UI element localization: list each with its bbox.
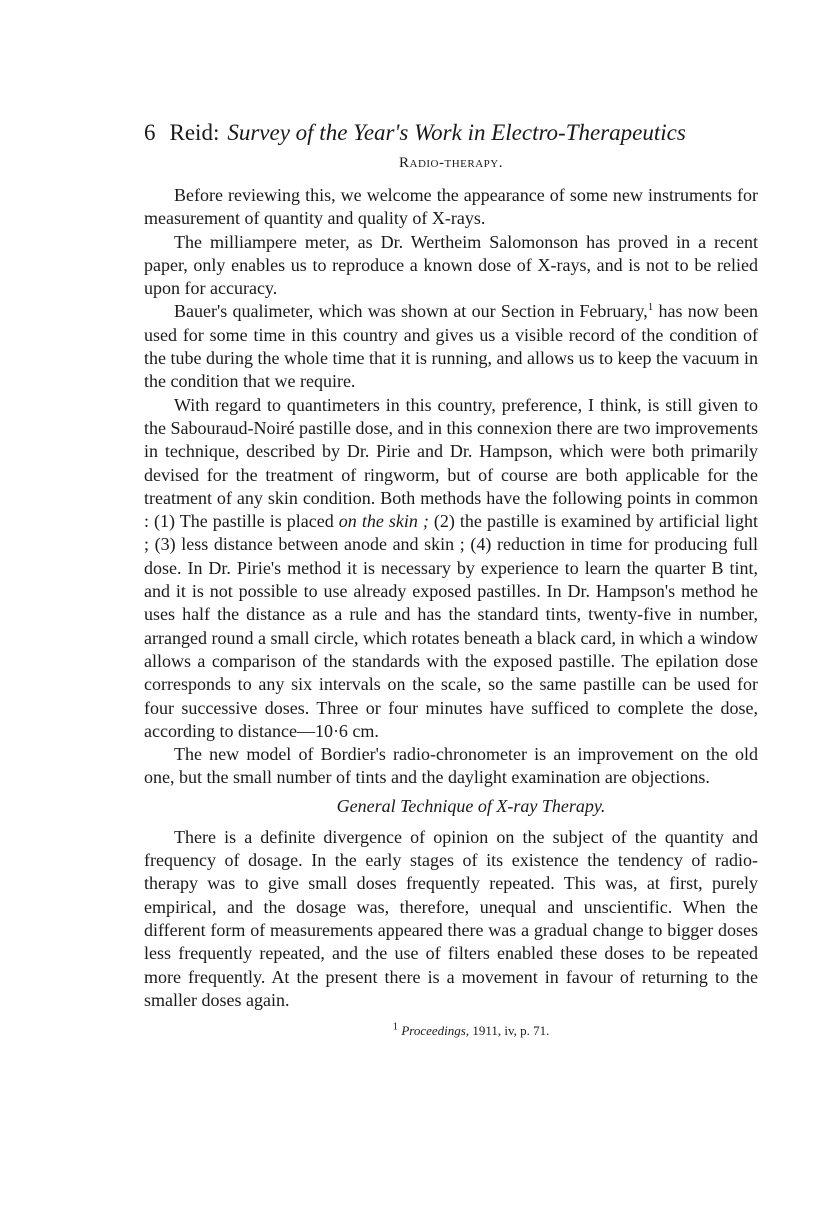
paragraph-3-part-a: Bauer's qualimeter, which was shown at our Section in February,: [174, 301, 648, 322]
paragraph-6: There is a definite divergence of opinion on the subject of the quantity and frequency of dosage. In the early stages of its existence the tendency of radio-therapy was to give small doses frequently repeated. This was, at first, purely empirical, and the dosage was, therefore, unequal and unscientific. When the different form of measurements appeared there was a gradual change to bigger doses less frequently repeated, and the use of filters enabled these doses to be repeated more frequently. At the present there is a movement in favour of returning to the smaller doses again.: [144, 826, 758, 1010]
footnote-reference: 1: [647, 301, 654, 314]
paragraph-3: [144, 300, 758, 393]
paragraph-4-part-b: (2) the pastille is examined by artificial light ; (3) less distance between anode and skin ; (4) reduction in time for producing full dose. In Dr. Pirie's method it is necessary by experience to learn the quarter B tint, and it is not possible to use already exposed pastilles. In Dr. Hampson's method he uses half the distance as a rule and has the standard tints, twenty-five in number, arranged round a small circle, which rotates beneath a black card, in which a window allows a comparison of the standards with the exposed pastille. The epilation dose corresponds to any six intervals on the scale, so the same pastille can be used for four successive doses. Three or four minutes have sufficed to complete the dose, according to distance—10·6 cm.: [144, 511, 759, 741]
section-heading: Radio-therapy.: [399, 155, 503, 171]
footnote: [144, 1022, 758, 1040]
footnote-source: Proceedings: [401, 1023, 466, 1039]
page-number: 6: [144, 120, 156, 145]
author-name: Reid:: [169, 120, 220, 145]
sub-heading: General Technique of X-ray Therapy.: [336, 795, 606, 816]
running-title: Survey of the Year's Work in Electro-Therapeutics: [227, 120, 686, 145]
footnote-mark: 1: [392, 1020, 399, 1033]
page: [144, 118, 758, 1040]
paragraph-1: Before reviewing this, we welcome the appearance of some new instruments for measurement of quantity and quality of X-rays.: [144, 185, 758, 229]
paragraph-2: The milliampere meter, as Dr. Wertheim Salomonson has proved in a recent paper, only enables us to reproduce a known dose of X-rays, and is not to be relied upon for accuracy.: [144, 231, 758, 299]
paragraph-4-part-a: With regard to quantimeters in this country, preference, I think, is still given to the Sabouraud-Noiré pastille dose, and in this connexion there are two improvements in technique, described by Dr. Pirie and Dr. Hampson, which were both primarily devised for the treatment of ringworm, but of course are both applicable for the treatment of any skin condition. Both methods have the following points in common : (1) The pastille is placed: [144, 394, 758, 532]
footnote-details: , 1911, iv, p. 71.: [465, 1023, 550, 1039]
running-header: [144, 118, 758, 148]
paragraph-4-emphasis: on the skin ;: [338, 511, 429, 532]
paragraph-3-part-b: has now been used for some time in this country and gives us a visible record of the condition of the tube during the whole time that it is running, and allows us to keep the vacuum in the condition that we require.: [144, 301, 758, 392]
paragraph-4: [144, 394, 758, 743]
paragraph-5: The new model of Bordier's radio-chronometer is an improvement on the old one, but the small number of tints and the daylight examination are objections.: [144, 744, 758, 788]
